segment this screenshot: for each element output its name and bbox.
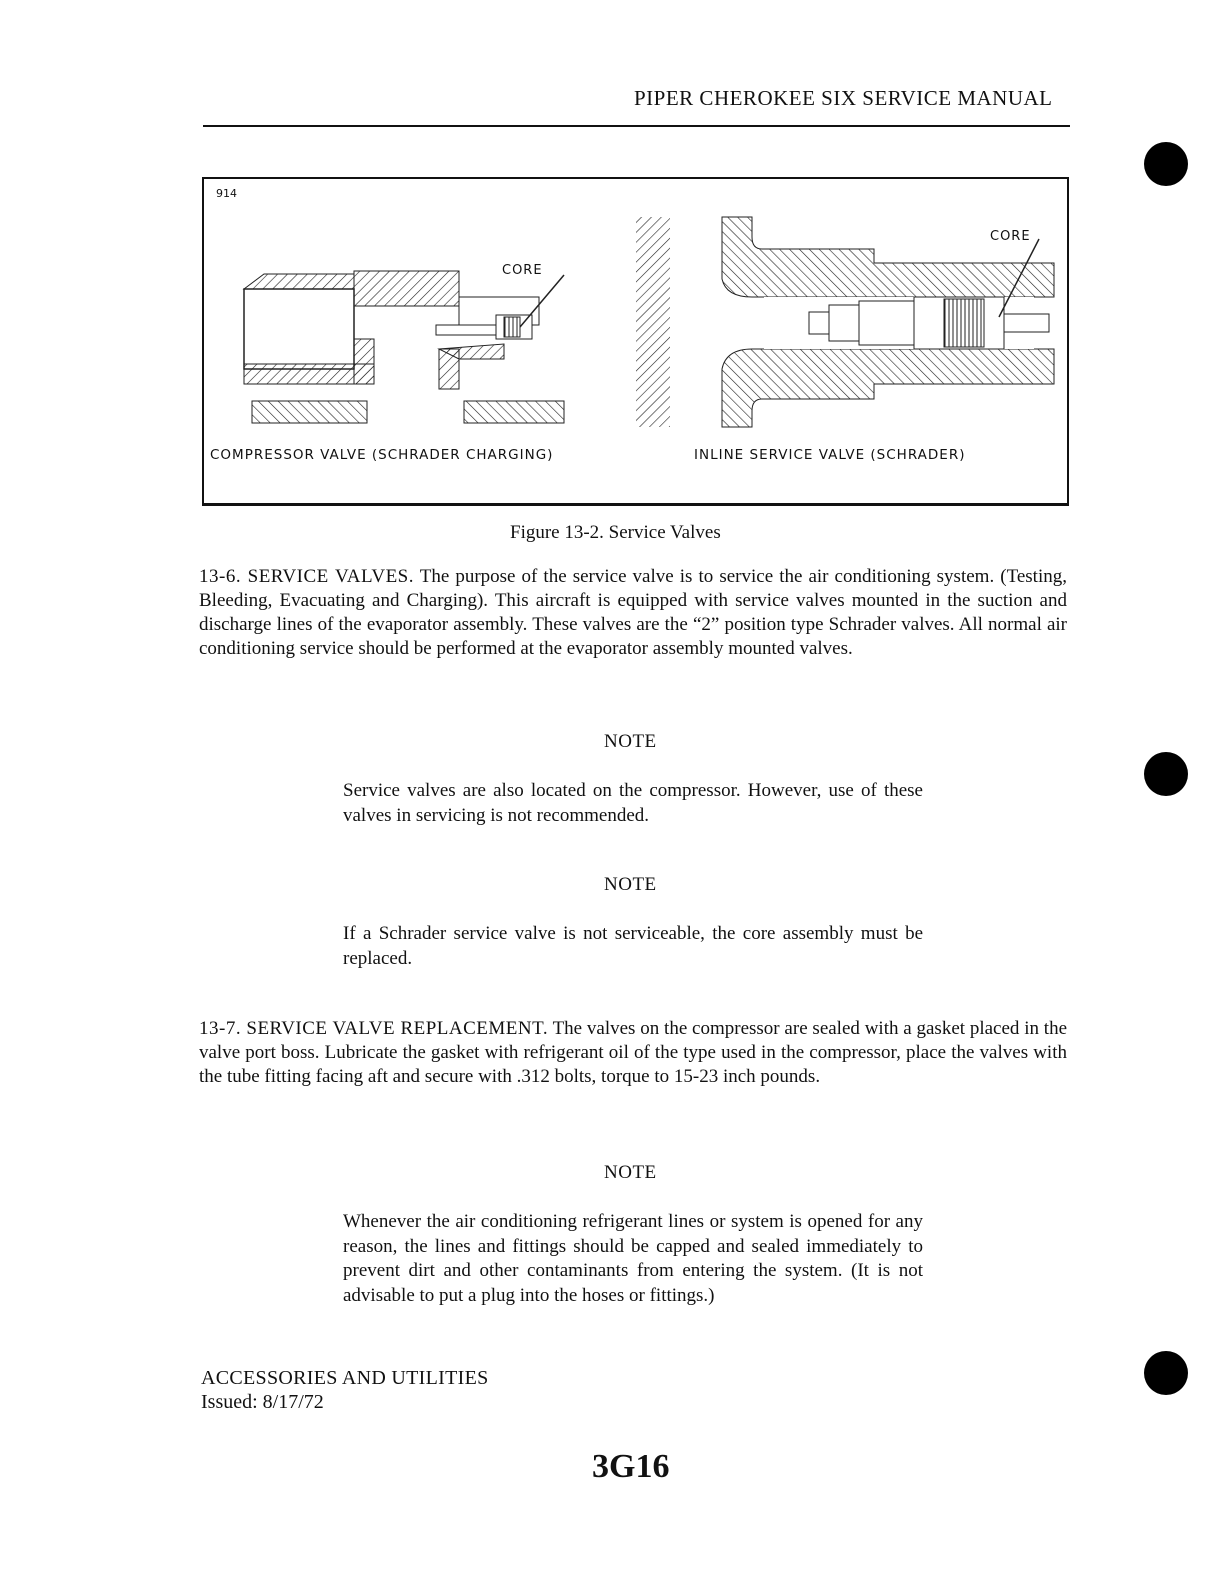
- compressor-valve-label: COMPRESSOR VALVE (SCHRADER CHARGING): [210, 447, 554, 463]
- note-body: Service valves are also located on the compressor. However, use of these valves in servicing is not recommended.: [343, 780, 923, 826]
- note-heading: NOTE: [604, 1162, 657, 1183]
- binder-hole-icon: [1144, 752, 1188, 796]
- binder-hole-icon: [1144, 142, 1188, 186]
- section-13-6-text: The purpose of the service valve is to service the air conditioning system. (Testing, Bleeding, Evacuating and Charging). This aircraft is equipped with service valves mounted in the suction and discharge lines of the evaporator assembly. These valves are the “2” position type Schrader valves. All normal air conditioning service should be performed at the evaporator assembly mounted valves.: [199, 566, 1067, 659]
- note-body: Whenever the air conditioning refrigerant lines or system is opened for any reason, the lines and fittings should be capped and sealed immediately to prevent dirt and other contaminants from entering the system. (It is not advisable to put a plug into the hoses or fittings.): [343, 1211, 923, 1306]
- binder-hole-icon: [1144, 1351, 1188, 1395]
- section-13-6-heading: 13-6. SERVICE VALVES.: [199, 566, 415, 587]
- header-rule: [203, 125, 1070, 127]
- section-13-7: [199, 1017, 1067, 1089]
- page-identifier: 3G16: [592, 1448, 670, 1485]
- manual-title: PIPER CHEROKEE SIX SERVICE MANUAL: [634, 86, 1053, 110]
- core-label-inline: CORE: [990, 229, 1031, 244]
- note-heading: NOTE: [604, 874, 657, 895]
- figure-caption: Figure 13-2. Service Valves: [510, 522, 721, 543]
- inline-service-valve-label: INLINE SERVICE VALVE (SCHRADER): [694, 447, 966, 463]
- pipe-section-icon: [636, 217, 670, 427]
- compressor-valve-drawing: [244, 271, 564, 423]
- figure-number: 914: [216, 187, 237, 200]
- section-13-7-heading: 13-7. SERVICE VALVE REPLACEMENT.: [199, 1018, 549, 1039]
- figure-service-valves: [202, 177, 1069, 506]
- section-13-6: [199, 565, 1067, 661]
- note-heading: NOTE: [604, 731, 657, 752]
- inline-service-valve-drawing: [722, 217, 1054, 427]
- note-body: If a Schrader service valve is not serviceable, the core assembly must be replaced.: [343, 923, 923, 969]
- section-13-7-text: The valves on the compressor are sealed with a gasket placed in the valve port boss. Lubricate the gasket with refrigerant oil of the type used in the compressor, place the valves with the tube fitting facing aft and secure with .312 bolts, torque to 15-23 inch pounds.: [199, 1018, 1067, 1087]
- core-label-compressor: CORE: [502, 263, 543, 278]
- footer-section-title: ACCESSORIES AND UTILITIES: [201, 1367, 489, 1389]
- footer-issued-date: Issued: 8/17/72: [201, 1391, 324, 1413]
